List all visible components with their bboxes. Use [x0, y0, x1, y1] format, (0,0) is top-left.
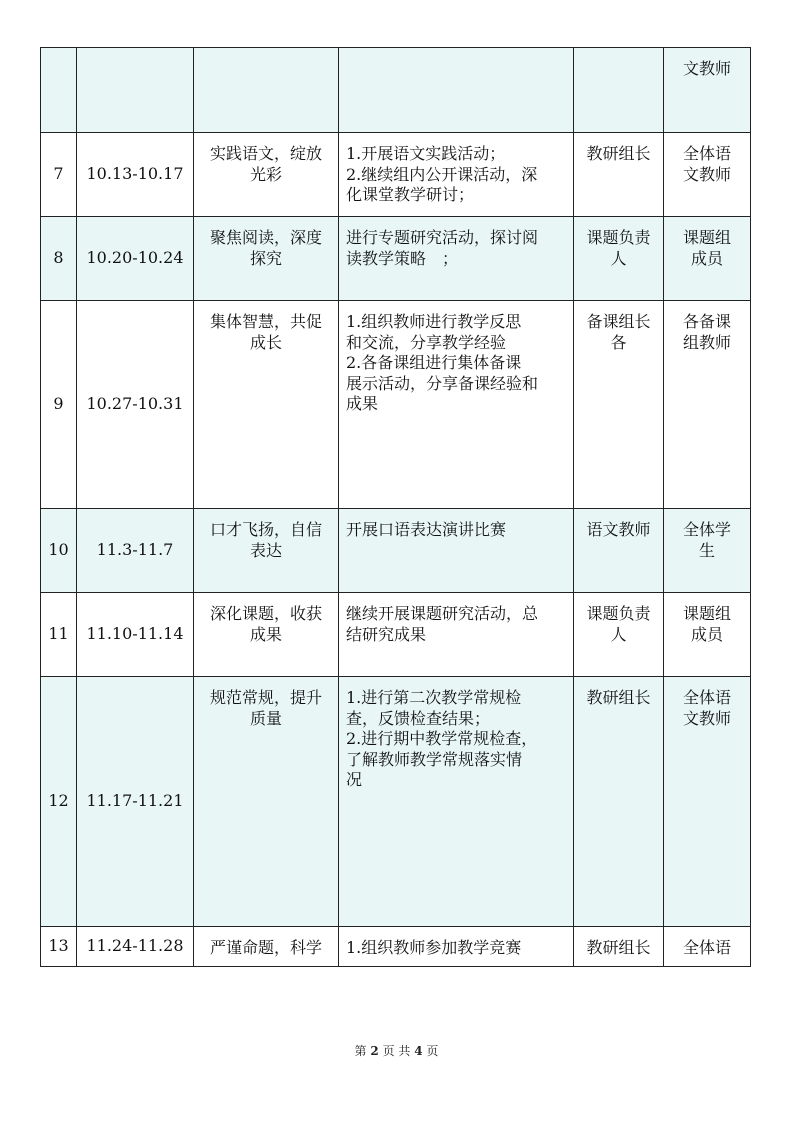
footer-page-number: 2 [370, 1044, 379, 1058]
content-cell [339, 927, 574, 967]
responsible-line: 课题负责 [586, 228, 651, 247]
footer-total-pages: 4 [414, 1044, 423, 1058]
page-footer [0, 1042, 793, 1059]
participants-line: 各备课 [682, 312, 731, 331]
theme-line: 探究 [249, 248, 282, 268]
responsible-line: 人 [610, 624, 627, 644]
date-range-cell: 10.27-10.31 [77, 301, 194, 509]
week-number-cell [41, 48, 77, 133]
date-range-cell: 11.10-11.14 [77, 593, 194, 677]
content-line: 和交流，分享教学经验 [346, 332, 507, 352]
participants-cell [664, 677, 751, 927]
theme-line: 深化课题，收获 [209, 604, 322, 623]
participants-line: 课题组 [682, 604, 731, 623]
content-line: 开展口语表达演讲比赛 [346, 520, 507, 539]
content-cell [339, 301, 574, 509]
responsible-cell [574, 301, 664, 509]
theme-cell [194, 927, 339, 967]
table-row [41, 593, 751, 677]
responsible-line: 语文教师 [586, 520, 651, 539]
week-number-cell: 13 [41, 927, 77, 967]
schedule-table [40, 47, 751, 967]
theme-line: 规范常规，提升 [209, 688, 322, 707]
schedule-table-body [41, 48, 751, 967]
participants-cell [664, 301, 751, 509]
content-line: 结研究成果 [346, 624, 427, 644]
footer-prefix: 第 [354, 1044, 367, 1058]
date-range-cell [77, 48, 194, 133]
theme-line: 光彩 [249, 164, 282, 184]
responsible-line: 教研组长 [586, 688, 651, 707]
footer-suffix: 页 [426, 1044, 439, 1058]
content-line: 进行专题研究活动，探讨阅 [346, 228, 539, 247]
responsible-line: 备课组长 [586, 312, 651, 331]
content-line: 1.组织教师参加教学竞赛 [346, 938, 522, 957]
participants-line: 文教师 [682, 59, 731, 78]
week-number-cell: 10 [41, 509, 77, 593]
participants-cell [664, 133, 751, 217]
week-number-cell: 11 [41, 593, 77, 677]
responsible-line: 人 [610, 248, 627, 268]
table-row [41, 509, 751, 593]
table-row [41, 133, 751, 217]
date-range-cell: 11.24-11.28 [77, 927, 194, 967]
theme-cell [194, 133, 339, 217]
responsible-cell [574, 927, 664, 967]
participants-line: 组教师 [682, 332, 731, 352]
date-range-cell: 11.3-11.7 [77, 509, 194, 593]
content-line: 化课堂教学研讨； [346, 185, 475, 204]
content-cell [339, 48, 574, 133]
participants-cell [664, 593, 751, 677]
theme-cell [194, 677, 339, 927]
participants-cell [664, 217, 751, 301]
table-row [41, 48, 751, 133]
theme-line: 聚焦阅读，深度 [209, 228, 322, 247]
responsible-cell [574, 677, 664, 927]
participants-line: 成员 [690, 624, 723, 644]
content-line: 1.开展语文实践活动； [346, 144, 506, 163]
participants-cell [664, 509, 751, 593]
content-line: 况 [346, 770, 363, 789]
content-line: 查，反馈检查结果； [346, 708, 491, 728]
week-number-cell: 8 [41, 217, 77, 301]
date-range-cell: 10.20-10.24 [77, 217, 194, 301]
responsible-line: 各 [610, 332, 627, 352]
table-row [41, 301, 751, 509]
participants-line: 全体语 [682, 688, 731, 707]
responsible-line: 教研组长 [586, 938, 651, 957]
theme-line: 成果 [249, 624, 282, 644]
theme-line: 严谨命题，科学 [209, 938, 322, 957]
participants-line: 成员 [690, 248, 723, 268]
content-line: 成果 [346, 394, 379, 413]
theme-cell [194, 48, 339, 133]
content-line: 2.继续组内公开课活动，深 [346, 164, 538, 184]
content-line: 2.进行期中教学常规检查， [346, 729, 538, 748]
week-number-cell: 12 [41, 677, 77, 927]
table-row [41, 677, 751, 927]
responsible-cell [574, 48, 664, 133]
participants-line: 全体学 [682, 520, 731, 539]
theme-cell [194, 217, 339, 301]
content-line: 展示活动，分享备课经验和 [346, 373, 539, 393]
footer-middle: 页 共 [382, 1044, 411, 1058]
responsible-line: 教研组长 [586, 144, 651, 163]
participants-line: 课题组 [682, 228, 731, 247]
table-row [41, 217, 751, 301]
participants-line: 生 [698, 540, 715, 560]
responsible-line: 课题负责 [586, 604, 651, 623]
content-cell [339, 217, 574, 301]
content-line: 继续开展课题研究活动，总 [346, 604, 539, 623]
participants-line: 文教师 [682, 164, 731, 184]
theme-line: 成长 [249, 332, 282, 352]
theme-cell [194, 593, 339, 677]
content-cell [339, 593, 574, 677]
content-line: 1.组织教师进行教学反思 [346, 312, 522, 331]
week-number-cell: 9 [41, 301, 77, 509]
content-line: 了解教师教学常规落实情 [346, 749, 523, 769]
content-cell [339, 133, 574, 217]
theme-line: 口才飞扬，自信 [209, 520, 322, 539]
theme-line: 实践语文，绽放 [209, 144, 322, 163]
theme-cell [194, 301, 339, 509]
responsible-cell [574, 509, 664, 593]
content-line: 读教学策略 ； [346, 248, 459, 268]
content-line: 1.进行第二次教学常规检 [346, 688, 522, 707]
table-row [41, 927, 751, 967]
participants-line: 文教师 [682, 708, 731, 728]
date-range-cell: 11.17-11.21 [77, 677, 194, 927]
theme-line: 集体智慧，共促 [209, 312, 322, 331]
theme-line: 表达 [249, 540, 282, 560]
participants-cell [664, 48, 751, 133]
date-range-cell: 10.13-10.17 [77, 133, 194, 217]
theme-cell [194, 509, 339, 593]
participants-line: 全体语 [682, 938, 731, 957]
theme-line: 质量 [249, 708, 282, 728]
responsible-cell [574, 133, 664, 217]
content-line: 2.各备课组进行集体备课 [346, 353, 522, 372]
week-number-cell: 7 [41, 133, 77, 217]
participants-line: 全体语 [682, 144, 731, 163]
participants-cell [664, 927, 751, 967]
responsible-cell [574, 593, 664, 677]
responsible-cell [574, 217, 664, 301]
content-cell [339, 677, 574, 927]
content-cell [339, 509, 574, 593]
